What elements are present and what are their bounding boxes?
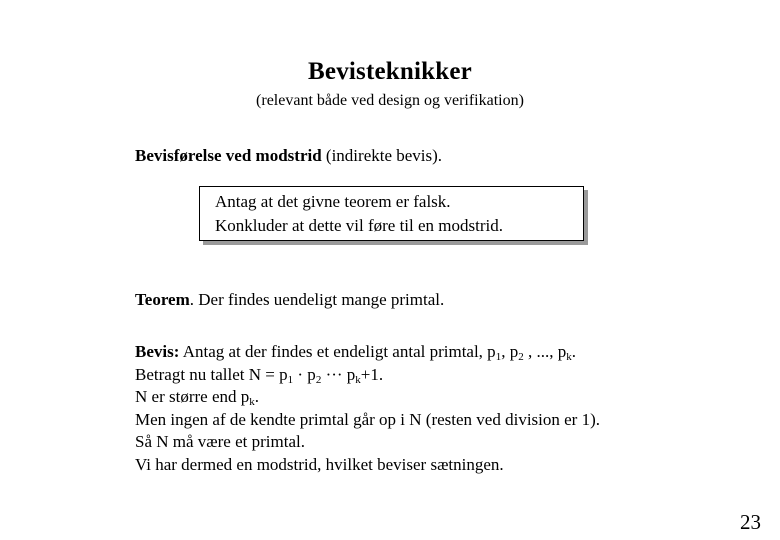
proof-line-3-end: . bbox=[254, 387, 259, 406]
box-line-1: Antag at det givne teorem er falsk. bbox=[215, 192, 451, 211]
proof-line-1-sep2: , ..., p bbox=[523, 342, 567, 361]
proof-line-2-dot: · p bbox=[293, 364, 316, 384]
section-heading bbox=[135, 146, 442, 166]
proof-line-5: Så N må være et primtal. bbox=[135, 432, 305, 451]
proof-block bbox=[135, 341, 600, 476]
theorem-label: Teorem bbox=[135, 290, 190, 309]
heading-bold: Bevisførelse ved modstrid bbox=[135, 146, 322, 165]
subscript: 2 bbox=[315, 373, 322, 386]
subscript: k bbox=[355, 373, 361, 386]
subscript: k bbox=[566, 351, 572, 363]
proof-line-1-text: Antag at der findes et endeligt antal primtal, p bbox=[179, 342, 496, 361]
page-number: 23 bbox=[740, 510, 761, 534]
theorem-text: . Der findes uendeligt mange primtal. bbox=[189, 290, 445, 309]
subscript: 2 bbox=[518, 351, 524, 363]
subscript: k bbox=[249, 396, 255, 408]
proof-label: Bevis: bbox=[135, 342, 180, 361]
subscript: 1 bbox=[287, 373, 294, 386]
proof-line-4: Men ingen af de kendte primtal går op i N (resten ved division er 1). bbox=[135, 409, 601, 429]
proof-line-3 bbox=[135, 386, 600, 409]
slide-title: Bevisteknikker bbox=[308, 58, 472, 85]
proof-line-1-sep1: , p bbox=[501, 342, 519, 361]
method-box bbox=[199, 186, 584, 241]
box-line-2: Konkluder at dette vil føre til en modstrid. bbox=[215, 216, 503, 235]
heading-normal: (indirekte bevis). bbox=[321, 146, 443, 165]
proof-line-2-end: +1. bbox=[360, 364, 384, 384]
proof-line-2-text: Betragt nu tallet N = p bbox=[135, 364, 288, 384]
proof-line-1-end: . bbox=[571, 342, 576, 361]
proof-line-6: Vi har dermed en modstrid, hvilket beviser sætningen. bbox=[135, 454, 504, 474]
proof-line-2-dots: ··· p bbox=[321, 364, 356, 384]
proof-line-2 bbox=[135, 364, 600, 387]
slide-subtitle: (relevant både ved design og verifikation) bbox=[256, 92, 524, 109]
subscript: 1 bbox=[495, 351, 502, 363]
proof-line-1 bbox=[135, 341, 600, 364]
proof-line-3-text: N er større end p bbox=[135, 387, 250, 406]
theorem-statement bbox=[135, 290, 444, 310]
